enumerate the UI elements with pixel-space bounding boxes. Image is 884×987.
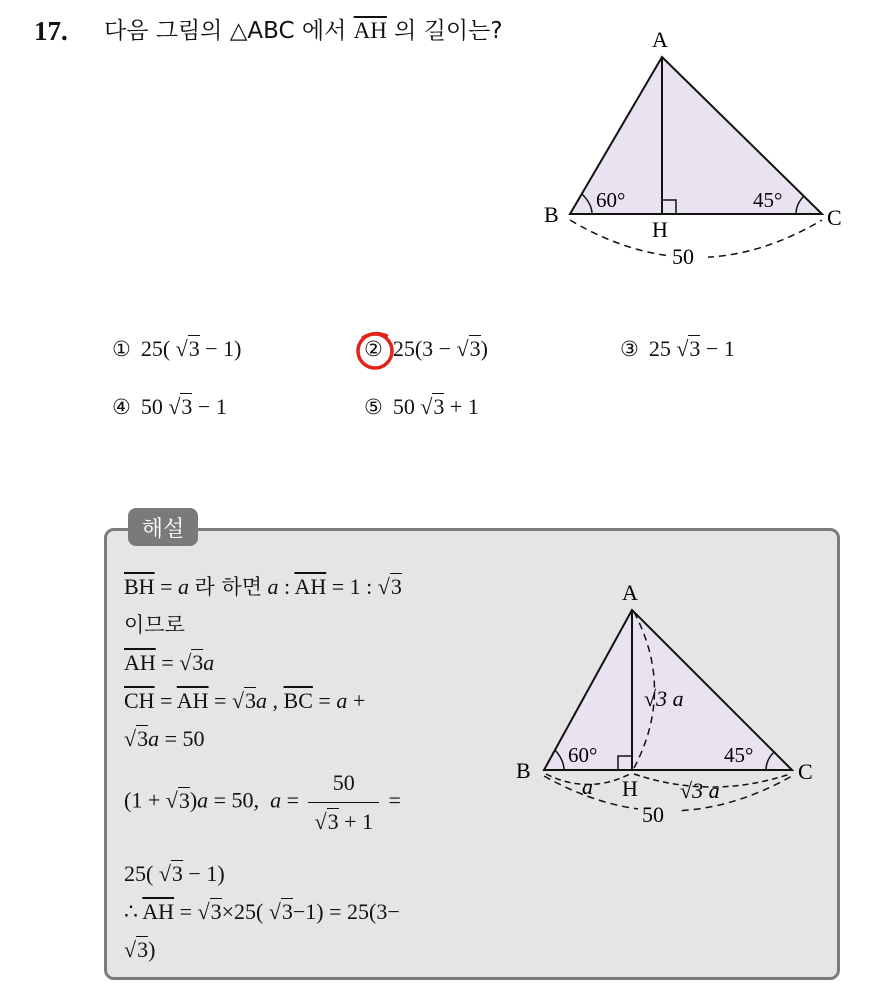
label-ah-length: √3 a (644, 686, 684, 711)
solution-point-h-label: H (622, 776, 638, 801)
solution-line-8: ∴ $\overline{AH} = √3\times 25$( √3−1) = 25(3− (124, 899, 400, 924)
choice-3[interactable]: ③ 25 √3 − 1 (620, 336, 735, 361)
solution-point-a-label: A (622, 580, 638, 605)
angle-c-label: 45° (753, 188, 783, 212)
point-b-label: B (544, 202, 559, 227)
solution-angle-c-label: 45° (724, 743, 754, 767)
triangle-figure (520, 20, 850, 280)
solution-line-9: √3) (124, 937, 156, 962)
solution-line-6: (1 + √3)a = 50, a = $\frac{50}{√3 + 1}$ = (124, 764, 499, 841)
solution-line-2: 이므로 (124, 613, 185, 637)
solution-badge: 해설 (128, 508, 198, 546)
solution-line-5: √3a = 50 (124, 726, 205, 751)
question-text-before: 다음 그림의 △ABC 에서 (104, 18, 354, 44)
question-text (104, 14, 524, 48)
point-c-label: C (827, 205, 842, 230)
solution-text (124, 568, 499, 969)
solution-line-4: $\overline{CH} = \overline{AH} = √3a$ , $\overline{BC} = a$ + (124, 688, 366, 713)
choice-2[interactable]: ② 25(3 − √3) (364, 336, 488, 361)
angle-b-label: 60° (596, 188, 626, 212)
label-bh-length: a (582, 774, 593, 799)
solution-point-b-label: B (516, 758, 531, 783)
solution-base-length-label: 50 (642, 802, 664, 827)
choice-4[interactable]: ④ 50 √3 − 1 (112, 394, 227, 419)
solution-point-c-label: C (798, 759, 813, 784)
point-a-label: A (652, 27, 668, 52)
solution-fraction: $\frac{50}{√3 + 1}$ (308, 764, 379, 841)
segment-ah: $\overline{AH}$ (353, 18, 387, 43)
solution-line-1: $\overline{BH} = a$ 라 하면 a : $\overline{AH} = 1$ : √3 (124, 574, 402, 599)
solution-angle-b-label: 60° (568, 743, 598, 767)
question-text-after: 의 길이는? (386, 18, 503, 44)
choice-1[interactable]: ① 25( √3 − 1) (112, 336, 242, 361)
point-h-label: H (652, 217, 668, 242)
question-number: 17. (34, 16, 68, 46)
solution-triangle-figure (510, 580, 830, 840)
base-length-label: 50 (672, 244, 694, 269)
label-hc-length: √3 a (680, 778, 720, 803)
choice-5[interactable]: ⑤ 50 √3 + 1 (364, 394, 479, 419)
solution-line-7: 25( √3 − 1) (124, 861, 225, 886)
solution-line-3: $\overline{AH} = √3a$ (124, 650, 215, 675)
